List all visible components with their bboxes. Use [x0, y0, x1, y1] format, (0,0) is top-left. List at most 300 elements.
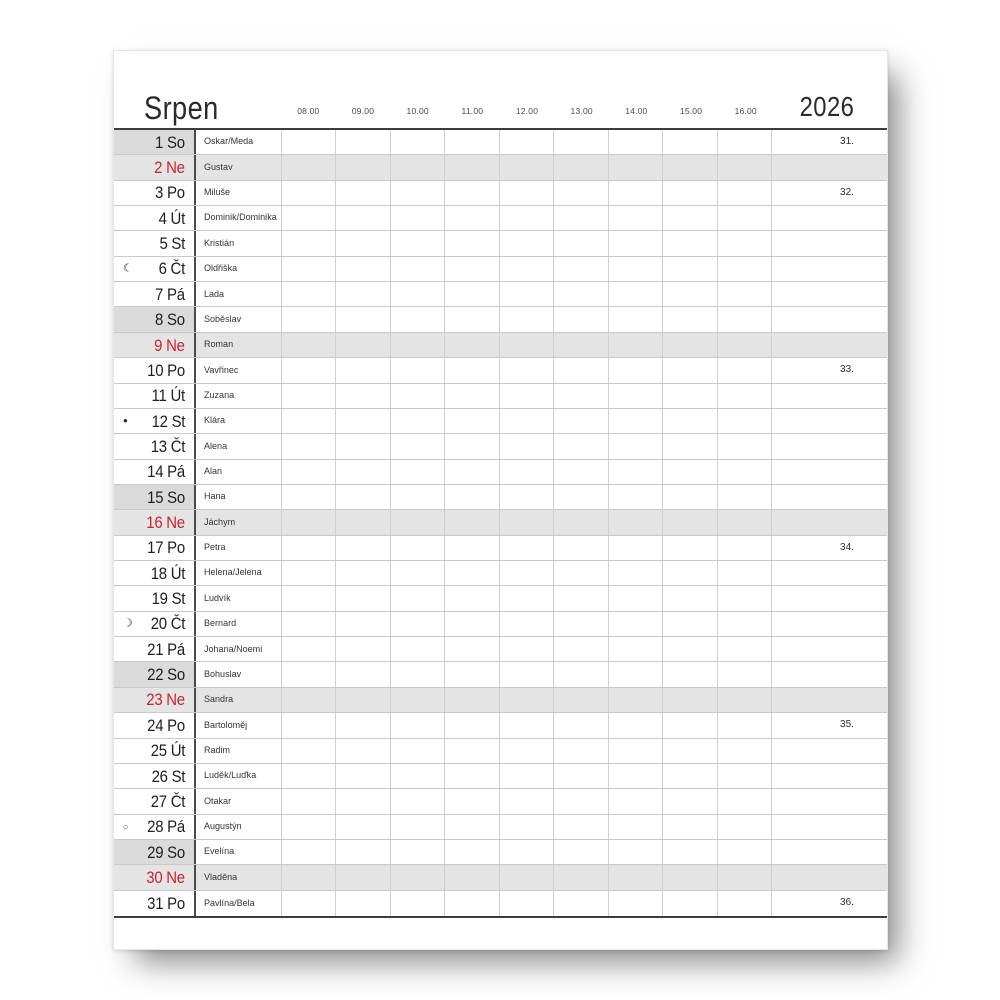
time-slot-08.00 — [281, 155, 335, 179]
time-slot-11.00 — [444, 891, 498, 916]
time-slot-13.00 — [553, 485, 607, 509]
time-slot-13.00 — [553, 231, 607, 255]
time-slot-08.00 — [281, 434, 335, 458]
time-slot-15.00 — [662, 739, 716, 763]
time-slot-08.00 — [281, 815, 335, 839]
day-row-20 — [114, 612, 887, 637]
week-number-cell — [771, 307, 887, 331]
name-day-cell — [196, 865, 281, 889]
time-slot-16.00 — [717, 282, 771, 306]
time-slot-16.00 — [717, 662, 771, 686]
name-day-cell — [196, 789, 281, 813]
name-day-cell — [196, 460, 281, 484]
day-row-31 — [114, 891, 887, 916]
name-day-label: Sandra — [204, 694, 234, 706]
name-day-cell — [196, 206, 281, 230]
time-slot-08.00 — [281, 739, 335, 763]
time-slot-13.00 — [553, 713, 607, 737]
time-slot-10.00 — [390, 384, 444, 408]
moon-first-quarter-icon: ☽ — [123, 617, 133, 630]
calendar-header — [114, 51, 887, 128]
time-slot-14.00 — [608, 713, 662, 737]
time-slot-10.00 — [390, 764, 444, 788]
time-slot-10.00 — [390, 358, 444, 382]
time-slot-16.00 — [717, 612, 771, 636]
week-number-cell — [771, 384, 887, 408]
day-label: 18 Út — [150, 563, 185, 583]
day-label: 22 So — [147, 665, 185, 685]
week-number-cell — [771, 409, 887, 433]
day-label: 19 St — [151, 589, 185, 609]
time-label-14.00: 14.00 — [625, 105, 648, 116]
time-slot-13.00 — [553, 333, 607, 357]
name-day-cell — [196, 662, 281, 686]
day-label: 6 Čt — [158, 259, 185, 279]
time-slot-10.00 — [390, 789, 444, 813]
day-label: 4 Út — [158, 208, 185, 228]
day-label: 28 Pá — [147, 817, 185, 837]
name-day-cell — [196, 891, 281, 916]
day-label: 27 Čt — [150, 791, 185, 811]
time-slot-14.00 — [608, 130, 662, 154]
time-slot-12.00 — [499, 789, 553, 813]
day-row-9 — [114, 333, 887, 358]
time-slot-11.00 — [444, 561, 498, 585]
time-slot-09.00 — [335, 257, 389, 281]
time-slot-10.00 — [390, 307, 444, 331]
time-slot-13.00 — [553, 510, 607, 534]
time-slot-12.00 — [499, 130, 553, 154]
name-day-label: Augustýn — [204, 821, 242, 832]
week-number-cell — [771, 739, 887, 763]
day-row-7 — [114, 282, 887, 307]
week-number-cell — [771, 130, 887, 154]
week-number-cell — [771, 434, 887, 458]
time-slot-09.00 — [335, 485, 389, 509]
day-label: 7 Pá — [155, 284, 185, 304]
time-slot-11.00 — [444, 739, 498, 763]
day-label: 11 Út — [151, 386, 185, 406]
day-row-14 — [114, 460, 887, 485]
time-slot-08.00 — [281, 612, 335, 636]
time-slot-11.00 — [444, 865, 498, 889]
name-day-label: Oskar/Meda — [204, 136, 254, 148]
time-slot-15.00 — [662, 789, 716, 813]
time-slot-11.00 — [444, 434, 498, 458]
time-slot-14.00 — [608, 815, 662, 839]
time-slot-14.00 — [608, 231, 662, 255]
day-label: 3 Po — [155, 183, 185, 203]
week-number-cell — [771, 561, 887, 585]
time-slot-13.00 — [553, 257, 607, 281]
moon-last-quarter-icon: ☾ — [123, 262, 133, 275]
name-day-label: Dominik/Dominika — [204, 212, 277, 224]
name-day-cell — [196, 713, 281, 737]
time-slot-13.00 — [553, 688, 607, 712]
time-slot-12.00 — [499, 713, 553, 737]
time-slot-10.00 — [390, 181, 444, 205]
time-slot-08.00 — [281, 409, 335, 433]
time-slot-15.00 — [662, 891, 716, 916]
time-slot-11.00 — [444, 307, 498, 331]
time-slot-12.00 — [499, 586, 553, 610]
month-title: Srpen — [144, 90, 219, 126]
time-slot-12.00 — [499, 891, 553, 916]
time-slot-12.00 — [499, 460, 553, 484]
time-slot-16.00 — [717, 840, 771, 864]
day-row-10 — [114, 358, 887, 383]
time-slot-15.00 — [662, 307, 716, 331]
week-number-cell — [771, 536, 887, 560]
time-slot-10.00 — [390, 536, 444, 560]
day-label: 29 So — [147, 842, 185, 862]
time-slot-09.00 — [335, 739, 389, 763]
calendar-page — [113, 50, 888, 950]
time-slot-14.00 — [608, 586, 662, 610]
time-slot-11.00 — [444, 206, 498, 230]
time-slot-16.00 — [717, 586, 771, 610]
time-slot-08.00 — [281, 840, 335, 864]
time-slot-10.00 — [390, 333, 444, 357]
day-row-4 — [114, 206, 887, 231]
name-day-label: Klára — [204, 415, 226, 427]
day-label: 24 Po — [147, 715, 185, 735]
day-label-cell — [114, 130, 196, 154]
time-slot-11.00 — [444, 662, 498, 686]
time-slot-15.00 — [662, 510, 716, 534]
time-slot-12.00 — [499, 231, 553, 255]
time-slot-16.00 — [717, 688, 771, 712]
time-slot-10.00 — [390, 155, 444, 179]
name-day-cell — [196, 510, 281, 534]
time-slot-16.00 — [717, 713, 771, 737]
time-slot-14.00 — [608, 181, 662, 205]
time-slot-16.00 — [717, 434, 771, 458]
day-row-15 — [114, 485, 887, 510]
day-label-cell — [114, 282, 196, 306]
day-label-cell — [114, 358, 196, 382]
week-number: 32. — [840, 186, 854, 198]
name-day-label: Bernard — [204, 618, 237, 630]
name-day-cell — [196, 282, 281, 306]
time-slot-12.00 — [499, 815, 553, 839]
time-slot-13.00 — [553, 536, 607, 560]
time-slot-10.00 — [390, 510, 444, 534]
time-slot-11.00 — [444, 409, 498, 433]
time-slot-14.00 — [608, 764, 662, 788]
week-number-cell — [771, 815, 887, 839]
time-slot-12.00 — [499, 510, 553, 534]
time-slot-09.00 — [335, 181, 389, 205]
name-day-cell — [196, 130, 281, 154]
time-slot-08.00 — [281, 764, 335, 788]
time-slot-11.00 — [444, 586, 498, 610]
day-row-16 — [114, 510, 887, 535]
day-label-cell — [114, 891, 196, 916]
time-slot-16.00 — [717, 536, 771, 560]
time-slot-08.00 — [281, 637, 335, 661]
time-slot-13.00 — [553, 739, 607, 763]
day-row-28 — [114, 815, 887, 840]
time-slot-12.00 — [499, 612, 553, 636]
time-slot-08.00 — [281, 130, 335, 154]
time-slot-15.00 — [662, 815, 716, 839]
week-number: 36. — [840, 897, 854, 909]
time-slot-16.00 — [717, 333, 771, 357]
day-row-2 — [114, 155, 887, 180]
name-day-label: Pavlína/Bela — [204, 897, 255, 909]
day-label: 5 St — [159, 234, 185, 254]
time-slot-08.00 — [281, 891, 335, 916]
week-number: 35. — [840, 719, 854, 731]
time-label-08.00: 08.00 — [297, 105, 320, 116]
time-slot-11.00 — [444, 358, 498, 382]
time-slot-15.00 — [662, 384, 716, 408]
day-label-cell — [114, 485, 196, 509]
time-slot-09.00 — [335, 434, 389, 458]
time-slot-10.00 — [390, 840, 444, 864]
time-slot-08.00 — [281, 510, 335, 534]
time-slot-11.00 — [444, 688, 498, 712]
week-number-cell — [771, 764, 887, 788]
time-slot-15.00 — [662, 409, 716, 433]
name-day-cell — [196, 612, 281, 636]
time-slot-11.00 — [444, 130, 498, 154]
day-label-cell — [114, 333, 196, 357]
time-slot-16.00 — [717, 764, 771, 788]
name-day-label: Kristián — [204, 237, 235, 249]
year-label: 2026 — [799, 91, 854, 122]
time-slot-13.00 — [553, 460, 607, 484]
day-row-1 — [114, 130, 887, 155]
day-row-21 — [114, 637, 887, 662]
time-slot-08.00 — [281, 358, 335, 382]
name-day-cell — [196, 333, 281, 357]
day-label-cell — [114, 155, 196, 179]
week-number-cell — [771, 510, 887, 534]
week-number-cell — [771, 358, 887, 382]
day-label: 9 Ne — [154, 335, 185, 355]
time-slot-08.00 — [281, 181, 335, 205]
time-slot-15.00 — [662, 181, 716, 205]
time-slot-13.00 — [553, 586, 607, 610]
time-slot-13.00 — [553, 764, 607, 788]
day-row-13 — [114, 434, 887, 459]
name-day-label: Alan — [204, 466, 223, 478]
time-slot-09.00 — [335, 662, 389, 686]
time-slot-16.00 — [717, 307, 771, 331]
name-day-cell — [196, 434, 281, 458]
time-slot-14.00 — [608, 155, 662, 179]
day-label: 15 So — [147, 487, 185, 507]
week-number: 33. — [840, 364, 854, 376]
time-slot-14.00 — [608, 510, 662, 534]
name-day-label: Oldřiška — [204, 263, 238, 275]
time-slot-09.00 — [335, 536, 389, 560]
time-slot-11.00 — [444, 789, 498, 813]
day-label-cell — [114, 206, 196, 230]
day-label-cell — [114, 586, 196, 610]
time-slot-09.00 — [335, 282, 389, 306]
time-slot-11.00 — [444, 282, 498, 306]
day-row-19 — [114, 586, 887, 611]
week-number-cell — [771, 333, 887, 357]
name-day-label: Hana — [204, 491, 226, 503]
time-slot-14.00 — [608, 865, 662, 889]
day-label-cell — [114, 688, 196, 712]
name-day-label: Petra — [204, 542, 226, 554]
name-day-cell — [196, 307, 281, 331]
day-label: 25 Út — [150, 741, 185, 761]
time-slot-10.00 — [390, 434, 444, 458]
day-grid — [114, 128, 887, 918]
time-slot-10.00 — [390, 257, 444, 281]
time-slot-10.00 — [390, 586, 444, 610]
time-slot-09.00 — [335, 637, 389, 661]
time-slot-14.00 — [608, 358, 662, 382]
time-slot-13.00 — [553, 612, 607, 636]
time-slot-10.00 — [390, 713, 444, 737]
time-slot-13.00 — [553, 865, 607, 889]
day-label-cell — [114, 840, 196, 864]
time-slot-15.00 — [662, 688, 716, 712]
name-day-cell — [196, 688, 281, 712]
time-slot-09.00 — [335, 764, 389, 788]
time-slot-10.00 — [390, 409, 444, 433]
time-slot-08.00 — [281, 536, 335, 560]
time-slot-08.00 — [281, 713, 335, 737]
time-slot-09.00 — [335, 206, 389, 230]
time-label-11.00: 11.00 — [461, 105, 484, 116]
time-slot-08.00 — [281, 662, 335, 686]
time-slot-11.00 — [444, 612, 498, 636]
time-slot-16.00 — [717, 561, 771, 585]
time-slot-09.00 — [335, 231, 389, 255]
day-label-cell — [114, 713, 196, 737]
time-slot-12.00 — [499, 865, 553, 889]
time-slot-15.00 — [662, 333, 716, 357]
time-label-12.00: 12.00 — [515, 105, 539, 116]
week-number-cell — [771, 155, 887, 179]
day-row-30 — [114, 865, 887, 890]
time-slot-09.00 — [335, 384, 389, 408]
time-slot-13.00 — [553, 662, 607, 686]
time-slot-09.00 — [335, 815, 389, 839]
day-label-cell — [114, 536, 196, 560]
time-slot-08.00 — [281, 257, 335, 281]
time-slot-10.00 — [390, 561, 444, 585]
time-slot-15.00 — [662, 231, 716, 255]
time-slot-16.00 — [717, 815, 771, 839]
name-day-cell — [196, 739, 281, 763]
time-slot-10.00 — [390, 637, 444, 661]
time-slot-11.00 — [444, 840, 498, 864]
day-row-25 — [114, 739, 887, 764]
time-slot-11.00 — [444, 181, 498, 205]
name-day-label: Vladěna — [204, 871, 238, 883]
name-day-label: Gustav — [204, 161, 233, 173]
name-day-label: Luděk/Luďka — [204, 770, 257, 782]
time-slot-14.00 — [608, 891, 662, 916]
time-slot-15.00 — [662, 662, 716, 686]
time-slot-12.00 — [499, 409, 553, 433]
day-row-17 — [114, 536, 887, 561]
time-slot-08.00 — [281, 206, 335, 230]
week-number-cell — [771, 662, 887, 686]
time-slot-13.00 — [553, 282, 607, 306]
day-row-23 — [114, 688, 887, 713]
name-day-cell — [196, 358, 281, 382]
week-number-cell — [771, 865, 887, 889]
week-number-cell — [771, 231, 887, 255]
time-slot-08.00 — [281, 333, 335, 357]
time-slot-09.00 — [335, 409, 389, 433]
day-label: 10 Po — [147, 360, 185, 380]
time-slot-14.00 — [608, 739, 662, 763]
time-slot-12.00 — [499, 561, 553, 585]
time-slot-08.00 — [281, 307, 335, 331]
day-row-27 — [114, 789, 887, 814]
time-slot-10.00 — [390, 815, 444, 839]
day-label: 1 So — [155, 132, 185, 152]
name-day-cell — [196, 637, 281, 661]
time-slot-12.00 — [499, 307, 553, 331]
week-number: 34. — [840, 541, 854, 553]
day-label-cell — [114, 815, 196, 839]
name-day-cell — [196, 231, 281, 255]
day-row-8 — [114, 307, 887, 332]
time-slot-11.00 — [444, 764, 498, 788]
name-day-cell — [196, 384, 281, 408]
day-label-cell — [114, 561, 196, 585]
time-slot-16.00 — [717, 891, 771, 916]
time-slot-12.00 — [499, 282, 553, 306]
day-label-cell — [114, 510, 196, 534]
name-day-cell — [196, 840, 281, 864]
time-slot-14.00 — [608, 206, 662, 230]
day-label: 31 Po — [147, 893, 185, 913]
name-day-label: Miluše — [204, 187, 231, 199]
time-slot-16.00 — [717, 384, 771, 408]
day-label-cell — [114, 409, 196, 433]
day-label-cell — [114, 612, 196, 636]
time-slot-11.00 — [444, 713, 498, 737]
time-slot-10.00 — [390, 282, 444, 306]
day-label: 21 Pá — [147, 639, 185, 659]
time-slot-08.00 — [281, 586, 335, 610]
time-slot-08.00 — [281, 561, 335, 585]
time-slot-15.00 — [662, 586, 716, 610]
time-slot-12.00 — [499, 662, 553, 686]
time-slot-13.00 — [553, 155, 607, 179]
day-row-3 — [114, 181, 887, 206]
day-label-cell — [114, 307, 196, 331]
time-slot-08.00 — [281, 384, 335, 408]
time-label-13.00: 13.00 — [570, 105, 593, 116]
time-slot-15.00 — [662, 257, 716, 281]
time-slot-10.00 — [390, 231, 444, 255]
time-slot-14.00 — [608, 307, 662, 331]
time-slot-10.00 — [390, 206, 444, 230]
time-slot-10.00 — [390, 460, 444, 484]
week-number-cell — [771, 840, 887, 864]
day-label-cell — [114, 384, 196, 408]
day-label: 20 Čt — [150, 614, 185, 634]
time-slot-12.00 — [499, 358, 553, 382]
time-slot-15.00 — [662, 612, 716, 636]
time-slot-13.00 — [553, 358, 607, 382]
time-label-16.00: 16.00 — [734, 105, 757, 116]
